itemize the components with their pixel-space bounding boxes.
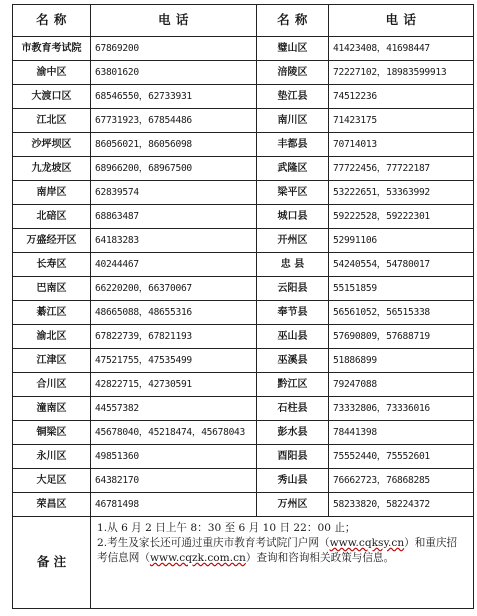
table-row <box>13 37 474 61</box>
table-row <box>13 301 474 325</box>
left-phone-cell: 66220200，66370067 <box>91 277 257 301</box>
left-name-cell: 九龙坡区 <box>13 157 91 181</box>
left-phone-cell: 86056021，86056098 <box>91 133 257 157</box>
table-row <box>13 421 474 445</box>
header-row <box>13 5 474 37</box>
right-phone-cell: 71423175 <box>329 109 474 133</box>
remarks-label: 备 注 <box>13 517 91 609</box>
table-row <box>13 373 474 397</box>
right-phone-cell: 76662723，76868285 <box>329 469 474 493</box>
left-phone-cell: 67822739，67821193 <box>91 325 257 349</box>
left-phone-cell: 42822715，42730591 <box>91 373 257 397</box>
right-phone-cell: 41423408，41698447 <box>329 37 474 61</box>
remarks-line-2-prefix: 2.考生及家长还可通过重庆市教育考试院门户网（ <box>97 537 330 549</box>
table-row <box>13 445 474 469</box>
table-row <box>13 157 474 181</box>
header-phone-right: 电 话 <box>329 5 474 37</box>
left-name-cell: 南岸区 <box>13 181 91 205</box>
table-row <box>13 253 474 277</box>
remarks-line-2 <box>97 536 467 566</box>
right-phone-cell: 54240554，54780017 <box>329 253 474 277</box>
right-phone-cell: 55151859 <box>329 277 474 301</box>
contact-table <box>12 4 474 609</box>
left-phone-cell: 67869200 <box>91 37 257 61</box>
right-name-cell: 巫山县 <box>257 325 329 349</box>
cqzk-link[interactable]: www.cqzk.com.cn <box>149 552 246 564</box>
header-phone-left: 电 话 <box>91 5 257 37</box>
table-row <box>13 181 474 205</box>
table-row <box>13 493 474 517</box>
right-name-cell: 璧山区 <box>257 37 329 61</box>
left-phone-cell: 44557382 <box>91 397 257 421</box>
left-name-cell: 大渡口区 <box>13 85 91 109</box>
right-name-cell: 涪陵区 <box>257 61 329 85</box>
left-name-cell: 合川区 <box>13 373 91 397</box>
right-phone-cell: 53222651，53363992 <box>329 181 474 205</box>
remarks-line-2-mid: ）和重庆招考信息网（ <box>97 537 458 564</box>
right-phone-cell: 77722456，77722187 <box>329 157 474 181</box>
right-name-cell: 奉节县 <box>257 301 329 325</box>
left-name-cell: 潼南区 <box>13 397 91 421</box>
header-name-left: 名 称 <box>13 5 91 37</box>
right-phone-cell: 52991106 <box>329 229 474 253</box>
right-name-cell: 忠 县 <box>257 253 329 277</box>
left-name-cell: 江北区 <box>13 109 91 133</box>
right-name-cell: 南川区 <box>257 109 329 133</box>
right-name-cell: 万州区 <box>257 493 329 517</box>
left-phone-cell: 64183283 <box>91 229 257 253</box>
table-row <box>13 469 474 493</box>
remarks-text <box>91 517 474 609</box>
right-name-cell: 云阳县 <box>257 277 329 301</box>
right-name-cell: 酉阳县 <box>257 445 329 469</box>
right-name-cell: 丰都县 <box>257 133 329 157</box>
left-name-cell: 渝北区 <box>13 325 91 349</box>
right-phone-cell: 51886899 <box>329 349 474 373</box>
left-phone-cell: 63801620 <box>91 61 257 85</box>
left-name-cell: 渝中区 <box>13 61 91 85</box>
right-phone-cell: 70714013 <box>329 133 474 157</box>
left-name-cell: 江津区 <box>13 349 91 373</box>
table-row <box>13 397 474 421</box>
right-name-cell: 城口县 <box>257 205 329 229</box>
right-phone-cell: 74512236 <box>329 85 474 109</box>
table-row <box>13 61 474 85</box>
right-phone-cell: 79247088 <box>329 373 474 397</box>
remarks-line-1: 1.从 6 月 2 日上午 8：30 至 6 月 10 日 22：00 止； <box>97 522 356 534</box>
left-name-cell: 长寿区 <box>13 253 91 277</box>
left-phone-cell: 64382170 <box>91 469 257 493</box>
right-phone-cell: 59222528，59222301 <box>329 205 474 229</box>
remarks-line-2-suffix: ）查询和咨询相关政策与信息。 <box>245 552 395 564</box>
right-name-cell: 垫江县 <box>257 85 329 109</box>
left-name-cell: 万盛经开区 <box>13 229 91 253</box>
table-row <box>13 205 474 229</box>
table-row <box>13 133 474 157</box>
left-phone-cell: 68966200，68967500 <box>91 157 257 181</box>
table-row <box>13 85 474 109</box>
left-name-cell: 綦江区 <box>13 301 91 325</box>
left-phone-cell: 49851360 <box>91 445 257 469</box>
left-phone-cell: 40244467 <box>91 253 257 277</box>
right-name-cell: 巫溪县 <box>257 349 329 373</box>
right-phone-cell: 56561052，56515338 <box>329 301 474 325</box>
right-name-cell: 黔江区 <box>257 373 329 397</box>
table-row <box>13 349 474 373</box>
left-name-cell: 市教育考试院 <box>13 37 91 61</box>
left-name-cell: 沙坪坝区 <box>13 133 91 157</box>
table-row <box>13 229 474 253</box>
right-phone-cell: 57690809，57688719 <box>329 325 474 349</box>
right-name-cell: 梁平区 <box>257 181 329 205</box>
left-phone-cell: 62839574 <box>91 181 257 205</box>
table-row <box>13 109 474 133</box>
left-name-cell: 北碚区 <box>13 205 91 229</box>
remarks-row <box>13 517 474 609</box>
left-phone-cell: 68863487 <box>91 205 257 229</box>
table-row <box>13 277 474 301</box>
table-row <box>13 325 474 349</box>
right-name-cell: 石柱县 <box>257 397 329 421</box>
left-name-cell: 大足区 <box>13 469 91 493</box>
left-phone-cell: 68546550，62733931 <box>91 85 257 109</box>
right-phone-cell: 72227102，18983599913 <box>329 61 474 85</box>
left-name-cell: 巴南区 <box>13 277 91 301</box>
left-name-cell: 铜梁区 <box>13 421 91 445</box>
right-name-cell: 彭水县 <box>257 421 329 445</box>
right-name-cell: 开州区 <box>257 229 329 253</box>
right-phone-cell: 78441398 <box>329 421 474 445</box>
left-phone-cell: 47521755，47535499 <box>91 349 257 373</box>
right-phone-cell: 73332806，73336016 <box>329 397 474 421</box>
left-name-cell: 荣昌区 <box>13 493 91 517</box>
right-phone-cell: 58233820，58224372 <box>329 493 474 517</box>
left-phone-cell: 46781498 <box>91 493 257 517</box>
right-phone-cell: 75552440，75552601 <box>329 445 474 469</box>
right-name-cell: 秀山县 <box>257 469 329 493</box>
left-name-cell: 永川区 <box>13 445 91 469</box>
left-phone-cell: 45678040，45218474，45678043 <box>91 421 257 445</box>
left-phone-cell: 48665088，48655316 <box>91 301 257 325</box>
header-name-right: 名 称 <box>257 5 329 37</box>
left-phone-cell: 67731923，67854486 <box>91 109 257 133</box>
cqksy-link[interactable]: www.cqksy.cn <box>329 537 405 549</box>
right-name-cell: 武隆区 <box>257 157 329 181</box>
